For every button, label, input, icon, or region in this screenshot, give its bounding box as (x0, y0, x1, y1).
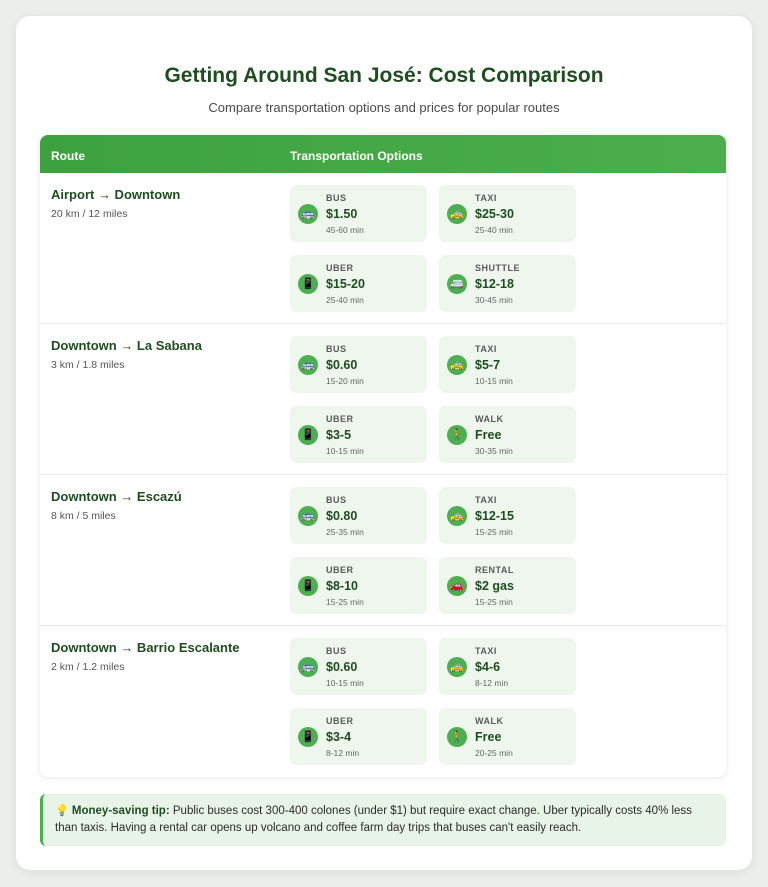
option-mode: BUS (326, 193, 347, 203)
option-time: 15-25 min (475, 597, 513, 607)
option-price: $0.60 (326, 660, 358, 674)
table-row (40, 475, 726, 626)
comparison-table (40, 135, 726, 777)
option-time: 25-35 min (326, 527, 364, 537)
route-name: Downtown → Barrio Escalante (51, 640, 240, 655)
phone-icon: 📱 (298, 425, 318, 445)
header-options: Transportation Options (290, 149, 423, 163)
option-mode: RENTAL (475, 565, 514, 575)
option-price: $0.80 (326, 509, 358, 523)
bus-icon: 🚌 (298, 657, 318, 677)
page-subtitle: Compare transportation options and prices for popular routes (208, 100, 560, 115)
option-time: 10-15 min (326, 446, 364, 456)
option-card-uber (290, 406, 427, 463)
option-mode: UBER (326, 565, 354, 575)
option-card-taxi (439, 638, 576, 695)
option-price: $12-15 (475, 509, 514, 523)
money-saving-tip (40, 794, 726, 846)
option-time: 15-25 min (326, 597, 364, 607)
option-price: $3-5 (326, 428, 352, 442)
option-mode: BUS (326, 495, 347, 505)
option-time: 8-12 min (475, 678, 509, 688)
tip-text: Public buses cost 300-400 colones (under $1) but require exact change. Uber typically costs 40% less than taxis. Having a rental car opens up volcano and coffee farm day trips that buses can't easily reach. (55, 805, 692, 834)
page-title: Getting Around San José: Cost Comparison (164, 64, 604, 87)
main-card (16, 16, 752, 870)
phone-icon: 📱 (298, 727, 318, 747)
option-price: $25-30 (475, 207, 514, 221)
option-time: 30-35 min (475, 446, 513, 456)
option-card-bus (290, 185, 427, 242)
option-card-rental (439, 557, 576, 614)
option-mode: UBER (326, 414, 354, 424)
taxi-icon: 🚕 (447, 657, 467, 677)
route-distance: 20 km / 12 miles (51, 208, 128, 220)
option-card-walk (439, 708, 576, 765)
table-row (40, 626, 726, 776)
option-time: 30-45 min (475, 295, 513, 305)
option-mode: BUS (326, 646, 347, 656)
phone-icon: 📱 (298, 576, 318, 596)
option-time: 8-12 min (326, 748, 360, 758)
taxi-icon: 🚕 (447, 355, 467, 375)
bus-icon: 🚌 (298, 204, 318, 224)
option-mode: BUS (326, 344, 347, 354)
route-distance: 8 km / 5 miles (51, 510, 116, 522)
option-time: 15-25 min (475, 527, 513, 537)
route-distance: 3 km / 1.8 miles (51, 359, 125, 371)
table-header (40, 135, 726, 173)
option-mode: WALK (475, 414, 504, 424)
phone-icon: 📱 (298, 274, 318, 294)
option-mode: TAXI (475, 193, 497, 203)
option-card-shuttle (439, 255, 576, 312)
option-mode: TAXI (475, 646, 497, 656)
option-mode: WALK (475, 716, 504, 726)
option-mode: TAXI (475, 495, 497, 505)
option-card-uber (290, 557, 427, 614)
option-mode: UBER (326, 263, 354, 273)
option-price: $5-7 (475, 358, 501, 372)
walk-icon: 🚶 (447, 727, 467, 747)
option-card-uber (290, 255, 427, 312)
option-price: $4-6 (475, 660, 501, 674)
option-price: Free (475, 730, 502, 744)
option-mode: SHUTTLE (475, 263, 520, 273)
table-row (40, 324, 726, 475)
option-price: $15-20 (326, 277, 365, 291)
option-time: 15-20 min (326, 376, 364, 386)
option-card-walk (439, 406, 576, 463)
option-price: $2 gas (475, 579, 514, 593)
option-price: Free (475, 428, 502, 442)
option-price: $0.60 (326, 358, 358, 372)
shuttle-icon: 🚐 (447, 274, 467, 294)
option-price: $8-10 (326, 579, 358, 593)
option-card-bus (290, 336, 427, 393)
option-time: 10-15 min (326, 678, 364, 688)
option-card-uber (290, 708, 427, 765)
option-card-taxi (439, 185, 576, 242)
lightbulb-icon: 💡 (55, 804, 69, 817)
route-name: Downtown → La Sabana (51, 338, 202, 353)
route-distance: 2 km / 1.2 miles (51, 661, 125, 673)
option-mode: TAXI (475, 344, 497, 354)
taxi-icon: 🚕 (447, 204, 467, 224)
walk-icon: 🚶 (447, 425, 467, 445)
option-time: 20-25 min (475, 748, 513, 758)
header-route: Route (51, 149, 85, 163)
bus-icon: 🚌 (298, 355, 318, 375)
option-time: 25-40 min (475, 225, 513, 235)
option-mode: UBER (326, 716, 354, 726)
option-time: 10-15 min (475, 376, 513, 386)
car-icon: 🚗 (447, 576, 467, 596)
taxi-icon: 🚕 (447, 506, 467, 526)
option-price: $1.50 (326, 207, 358, 221)
option-card-bus (290, 638, 427, 695)
option-time: 45-60 min (326, 225, 364, 235)
route-name: Airport → Downtown (51, 187, 181, 202)
option-price: $3-4 (326, 730, 352, 744)
table-row (40, 173, 726, 324)
option-card-bus (290, 487, 427, 544)
bus-icon: 🚌 (298, 506, 318, 526)
option-time: 25-40 min (326, 295, 364, 305)
route-name: Downtown → Escazú (51, 489, 182, 504)
option-card-taxi (439, 487, 576, 544)
option-price: $12-18 (475, 277, 514, 291)
tip-label: Money-saving tip: (71, 805, 170, 817)
option-card-taxi (439, 336, 576, 393)
